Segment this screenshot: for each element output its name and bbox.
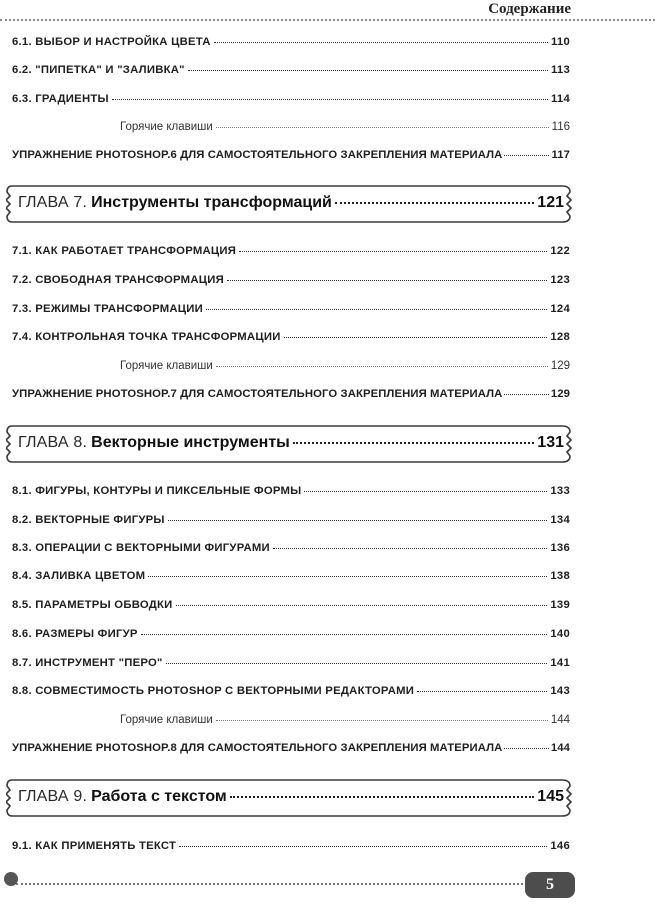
- dot-leader: [293, 441, 534, 444]
- page-number: 5: [525, 872, 575, 898]
- chapter-entry: [18, 434, 564, 452]
- entry-page: 122: [550, 245, 570, 257]
- running-head: Содержание: [488, 1, 571, 17]
- entry-title: УПРАЖНЕНИЕ PHOTOSHOP.8 ДЛЯ САМОСТОЯТЕЛЬНОГО ЗАКРЕПЛЕНИЯ МАТЕРИАЛА: [12, 742, 503, 754]
- dot-leader: [166, 662, 548, 664]
- chapter-title: Инструменты трансформаций: [91, 194, 332, 211]
- dot-leader: [214, 41, 548, 43]
- section-entry: [12, 93, 570, 105]
- dot-leader: [504, 393, 548, 395]
- chapter-number: ГЛАВА 9.: [18, 788, 88, 805]
- section-entry: [12, 36, 570, 48]
- section-entry: [12, 628, 570, 640]
- section-entry: [12, 485, 570, 497]
- section-entry: [12, 542, 570, 554]
- chapter-number: ГЛАВА 8.: [18, 434, 88, 451]
- entry-title: 8.1. ФИГУРЫ, КОНТУРЫ И ПИКСЕЛЬНЫЕ ФОРМЫ: [12, 485, 302, 497]
- dot-leader: [227, 279, 547, 281]
- chapter-heading-box: [6, 422, 576, 466]
- dot-leader: [335, 201, 534, 204]
- section-entry: [12, 599, 570, 611]
- corner-dot-icon: [4, 872, 18, 886]
- section-entry: [12, 331, 570, 343]
- entry-page: 114: [551, 93, 570, 105]
- section-entry: [12, 303, 570, 315]
- chapter-title: Векторные инструменты: [91, 434, 290, 451]
- entry-page: 143: [550, 685, 570, 697]
- entry-page: 134: [550, 514, 570, 526]
- entry-title: 8.3. ОПЕРАЦИИ С ВЕКТОРНЫМИ ФИГУРАМИ: [12, 542, 270, 554]
- entry-page: 116: [551, 121, 570, 133]
- chapter-title: Работа с текстом: [91, 788, 227, 805]
- entry-page: 123: [550, 274, 570, 286]
- section-entry: [12, 274, 570, 286]
- entry-page: 117: [551, 149, 570, 161]
- chapter-entry: [18, 194, 564, 212]
- dot-leader: [188, 69, 548, 71]
- entry-page: 138: [550, 570, 570, 582]
- entry-title: 9.1. КАК ПРИМЕНЯТЬ ТЕКСТ: [12, 840, 177, 852]
- section-entry: [12, 840, 570, 852]
- entry-page: 140: [550, 628, 570, 640]
- entry-title: 8.6. РАЗМЕРЫ ФИГУР: [12, 628, 138, 640]
- hotkeys-entry: [120, 360, 570, 372]
- entry-page: 136: [550, 542, 570, 554]
- entry-page: 144: [550, 714, 570, 726]
- entry-title: 8.5. ПАРАМЕТРЫ ОБВОДКИ: [12, 599, 173, 611]
- hotkeys-entry: [120, 714, 570, 726]
- section-entry: [12, 570, 570, 582]
- entry-page: 139: [550, 599, 570, 611]
- entry-title: 6.2. "ПИПЕТКА" И "ЗАЛИВКА": [12, 64, 185, 76]
- header-dotted-rule: [0, 19, 655, 21]
- section-entry: [12, 245, 570, 257]
- entry-title: УПРАЖНЕНИЕ PHOTOSHOP.6 ДЛЯ САМОСТОЯТЕЛЬНОГО ЗАКРЕПЛЕНИЯ МАТЕРИАЛА: [12, 149, 503, 161]
- entry-title: 8.2. ВЕКТОРНЫЕ ФИГУРЫ: [12, 514, 165, 526]
- entry-page: 146: [550, 840, 570, 852]
- entry-page: 124: [550, 303, 570, 315]
- dot-leader: [216, 719, 548, 721]
- entry-title: 8.8. СОВМЕСТИМОСТЬ PHOTOSHOP С ВЕКТОРНЫМИ РЕДАКТОРАМИ: [12, 685, 415, 697]
- section-entry: [12, 64, 570, 76]
- entry-title: 7.3. РЕЖИМЫ ТРАНСФОРМАЦИИ: [12, 303, 204, 315]
- dot-leader: [179, 845, 547, 847]
- chapter-page: 121: [537, 194, 564, 211]
- dot-leader: [148, 575, 547, 577]
- entry-page: 113: [551, 64, 570, 76]
- dot-leader: [141, 633, 548, 635]
- entry-page: 141: [550, 657, 570, 669]
- entry-page: 133: [550, 485, 570, 497]
- chapter-number: ГЛАВА 7.: [18, 194, 88, 211]
- section-entry: [12, 685, 570, 697]
- dot-leader: [504, 154, 549, 156]
- dot-leader: [206, 308, 547, 310]
- entry-page: 129: [550, 388, 570, 400]
- chapter-heading-box: [6, 776, 576, 820]
- dot-leader: [176, 604, 548, 606]
- entry-page: 128: [550, 331, 570, 343]
- entry-title: 8.4. ЗАЛИВКА ЦВЕТОМ: [12, 570, 146, 582]
- entry-title: Горячие клавиши: [120, 360, 213, 372]
- exercise-entry: [12, 742, 570, 754]
- entry-title: 6.3. ГРАДИЕНТЫ: [12, 93, 109, 105]
- dot-leader: [216, 365, 548, 367]
- dot-leader: [504, 747, 548, 749]
- dot-leader: [273, 547, 547, 549]
- entry-page: 129: [550, 360, 570, 372]
- chapter-entry: [18, 788, 564, 806]
- dot-leader: [284, 336, 548, 338]
- dot-leader: [239, 250, 547, 252]
- chapter-heading-box: [6, 182, 576, 226]
- entry-page: 144: [550, 742, 570, 754]
- dot-leader: [216, 126, 549, 128]
- dot-leader: [112, 98, 548, 100]
- entry-title: 7.1. КАК РАБОТАЕТ ТРАНСФОРМАЦИЯ: [12, 245, 237, 257]
- exercise-entry: [12, 149, 570, 161]
- chapter-page: 145: [537, 788, 564, 805]
- dot-leader: [417, 690, 547, 692]
- entry-title: 8.7. ИНСТРУМЕНТ "ПЕРО": [12, 657, 163, 669]
- dot-leader: [168, 519, 548, 521]
- entry-title: Горячие клавиши: [120, 121, 213, 133]
- footer-dotted-rule: [16, 883, 527, 885]
- dot-leader: [230, 795, 535, 798]
- entry-title: Горячие клавиши: [120, 714, 213, 726]
- hotkeys-entry: [120, 121, 570, 133]
- dot-leader: [304, 490, 547, 492]
- entry-page: 110: [551, 36, 570, 48]
- section-entry: [12, 514, 570, 526]
- chapter-page: 131: [537, 434, 564, 451]
- entry-title: 7.4. КОНТРОЛЬНАЯ ТОЧКА ТРАНСФОРМАЦИИ: [12, 331, 281, 343]
- entry-title: 6.1. ВЫБОР И НАСТРОЙКА ЦВЕТА: [12, 36, 211, 48]
- entry-title: УПРАЖНЕНИЕ PHOTOSHOP.7 ДЛЯ САМОСТОЯТЕЛЬНОГО ЗАКРЕПЛЕНИЯ МАТЕРИАЛА: [12, 388, 503, 400]
- entry-title: 7.2. СВОБОДНАЯ ТРАНСФОРМАЦИЯ: [12, 274, 224, 286]
- section-entry: [12, 657, 570, 669]
- exercise-entry: [12, 388, 570, 400]
